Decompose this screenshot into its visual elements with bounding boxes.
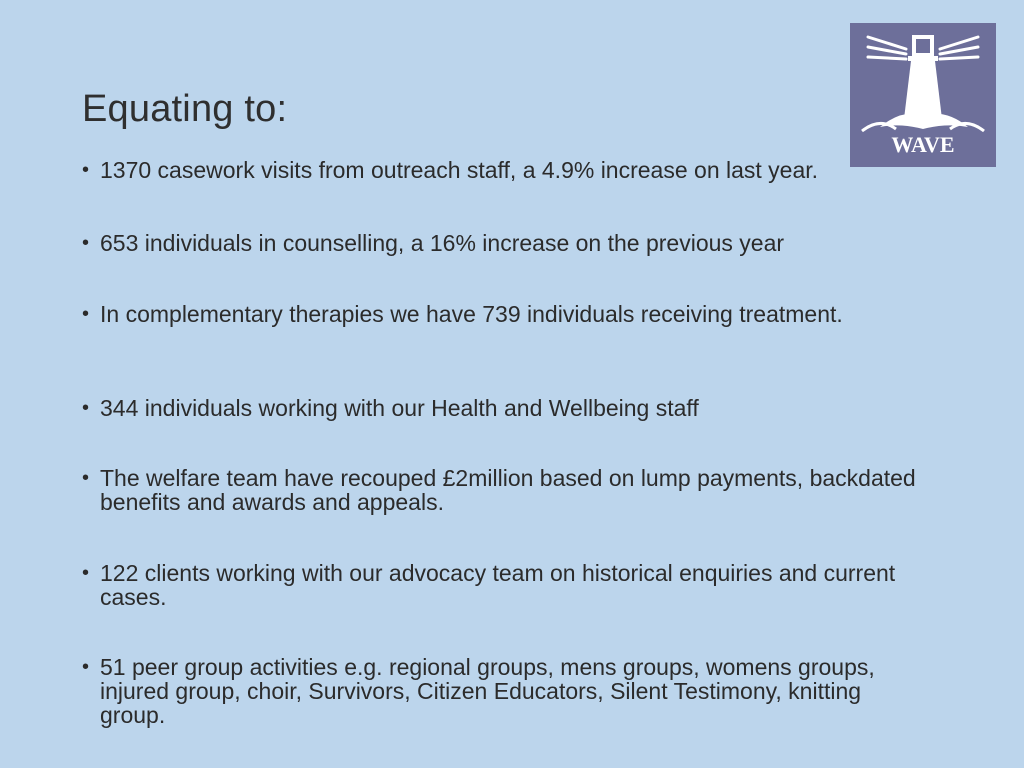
logo-wordmark: WAVE: [891, 132, 955, 157]
lighthouse-icon: [850, 23, 996, 167]
bullet-item: • 344 individuals working with our Health and Wellbeing staff: [82, 396, 699, 420]
bullet-item: • The welfare team have recouped £2million based on lump payments, backdated benefits and awards and appeals.: [82, 466, 930, 514]
bullet-item: • 122 clients working with our advocacy team on historical enquiries and current cases.: [82, 561, 940, 609]
bullet-item: • 51 peer group activities e.g. regional groups, mens groups, womens groups, injured group, choir, Survivors, Citizen Educators, Silent Testimony, knitting group.: [82, 655, 910, 727]
wave-logo: [850, 23, 996, 167]
bullet-item: • 653 individuals in counselling, a 16% increase on the previous year: [82, 231, 784, 255]
bullet-item: • In complementary therapies we have 739 individuals receiving treatment.: [82, 302, 860, 326]
slide-title: Equating to:: [82, 88, 288, 130]
bullet-item: • 1370 casework visits from outreach staff, a 4.9% increase on last year.: [82, 158, 818, 182]
